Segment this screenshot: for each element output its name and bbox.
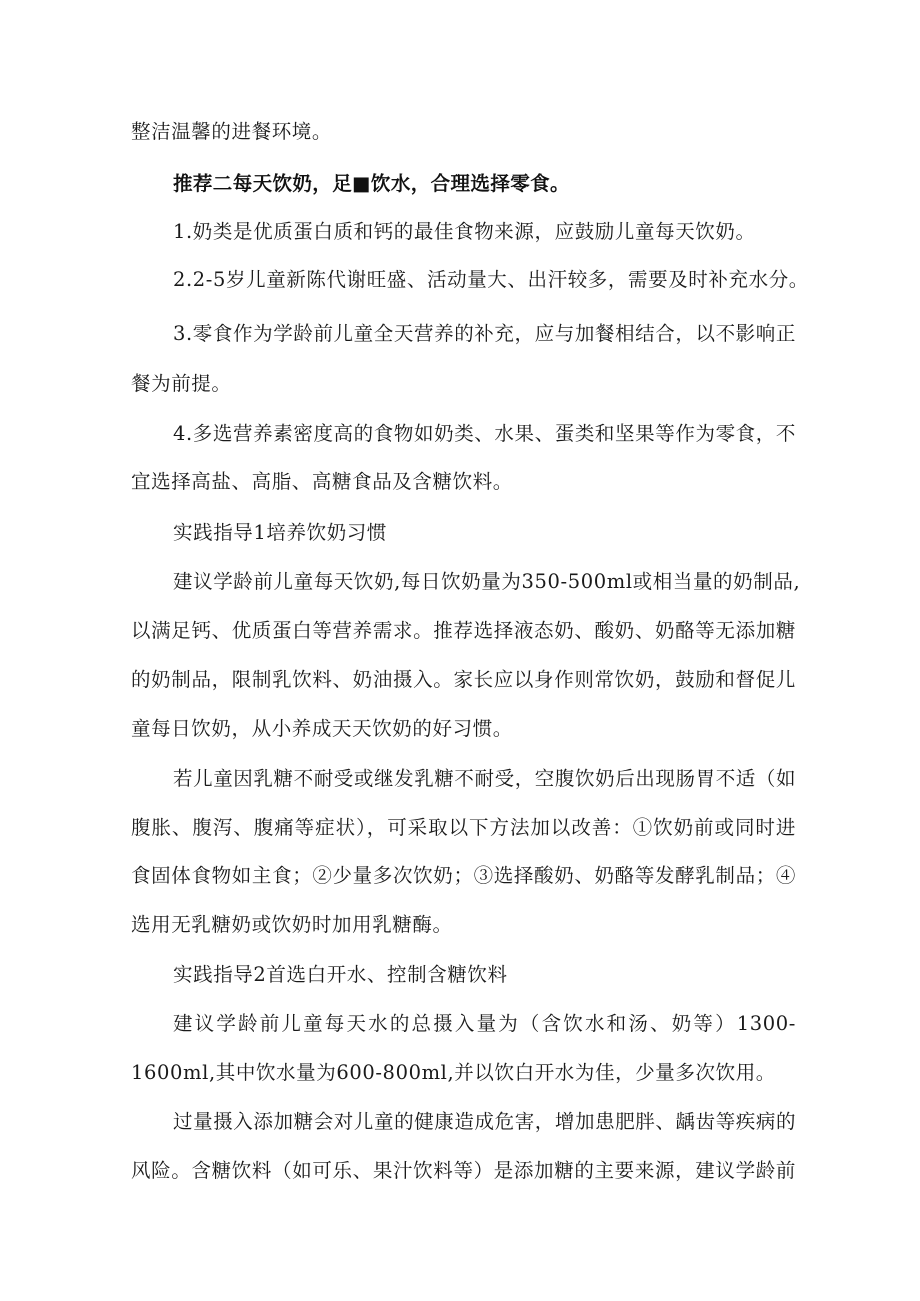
- paragraph-line: 整洁温馨的进餐环境。: [131, 120, 333, 143]
- paragraph-line: 1600ml,其中饮水量为600-800ml,并以饮白开水为佳，少量多次饮用。: [131, 1061, 776, 1084]
- paragraph-line: 腹胀、腹泻、腹痛等症状），可采取以下方法加以改善：①饮奶前或同时进: [131, 816, 796, 839]
- paragraph-line: 建议学龄前儿童每天饮奶,每日饮奶量为350-500ml或相当量的奶制品,: [173, 570, 801, 593]
- paragraph-line: 过量摄入添加糖会对儿童的健康造成危害，增加患肥胖、龋齿等疾病的: [173, 1110, 797, 1133]
- list-item: 3.零食作为学龄前儿童全天营养的补充，应与加餐相结合，以不影响正: [173, 322, 796, 345]
- paragraph-line: 食固体食物如主食；②少量多次饮奶；③选择酸奶、奶酪等发酵乳制品；④: [131, 864, 796, 887]
- list-item: 2.2-5岁儿童新陈代谢旺盛、活动量大、出汗较多，需要及时补充水分。: [173, 268, 809, 291]
- practice-guide-heading: 实践指导2首选白开水、控制含糖饮料: [173, 963, 508, 986]
- paragraph-line: 童每日饮奶，从小养成天天饮奶的好习惯。: [131, 717, 513, 740]
- section-heading: 推荐二每天饮奶，足■饮水，合理选择零食。: [173, 172, 570, 195]
- paragraph-line: 的奶制品，限制乳饮料、奶油摄入。家长应以身作则常饮奶，鼓励和督促儿: [131, 668, 796, 691]
- list-item-continuation: 餐为前提。: [131, 372, 232, 395]
- list-item: 1.奶类是优质蛋白质和钙的最佳食物来源，应鼓励儿童每天饮奶。: [173, 220, 756, 243]
- paragraph-line: 选用无乳糖奶或饮奶时加用乳糖酶。: [131, 913, 453, 936]
- paragraph-line: 若儿童因乳糖不耐受或继发乳糖不耐受，空腹饮奶后出现肠胃不适（如: [173, 767, 797, 790]
- list-item-continuation: 宜选择高盐、高脂、高糖食品及含糖饮料。: [131, 470, 513, 493]
- paragraph-line: 建议学龄前儿童每天水的总摄入量为（含饮水和汤、奶等）1300-: [173, 1012, 796, 1035]
- paragraph-line: 风险。含糖饮料（如可乐、果汁饮料等）是添加糖的主要来源，建议学龄前: [131, 1159, 796, 1182]
- practice-guide-heading: 实践指导1培养饮奶习惯: [173, 521, 388, 544]
- list-item: 4.多选营养素密度高的食物如奶类、水果、蛋类和坚果等作为零食，不: [173, 422, 796, 445]
- paragraph-line: 以满足钙、优质蛋白等营养需求。推荐选择液态奶、酸奶、奶酪等无添加糖: [131, 619, 796, 642]
